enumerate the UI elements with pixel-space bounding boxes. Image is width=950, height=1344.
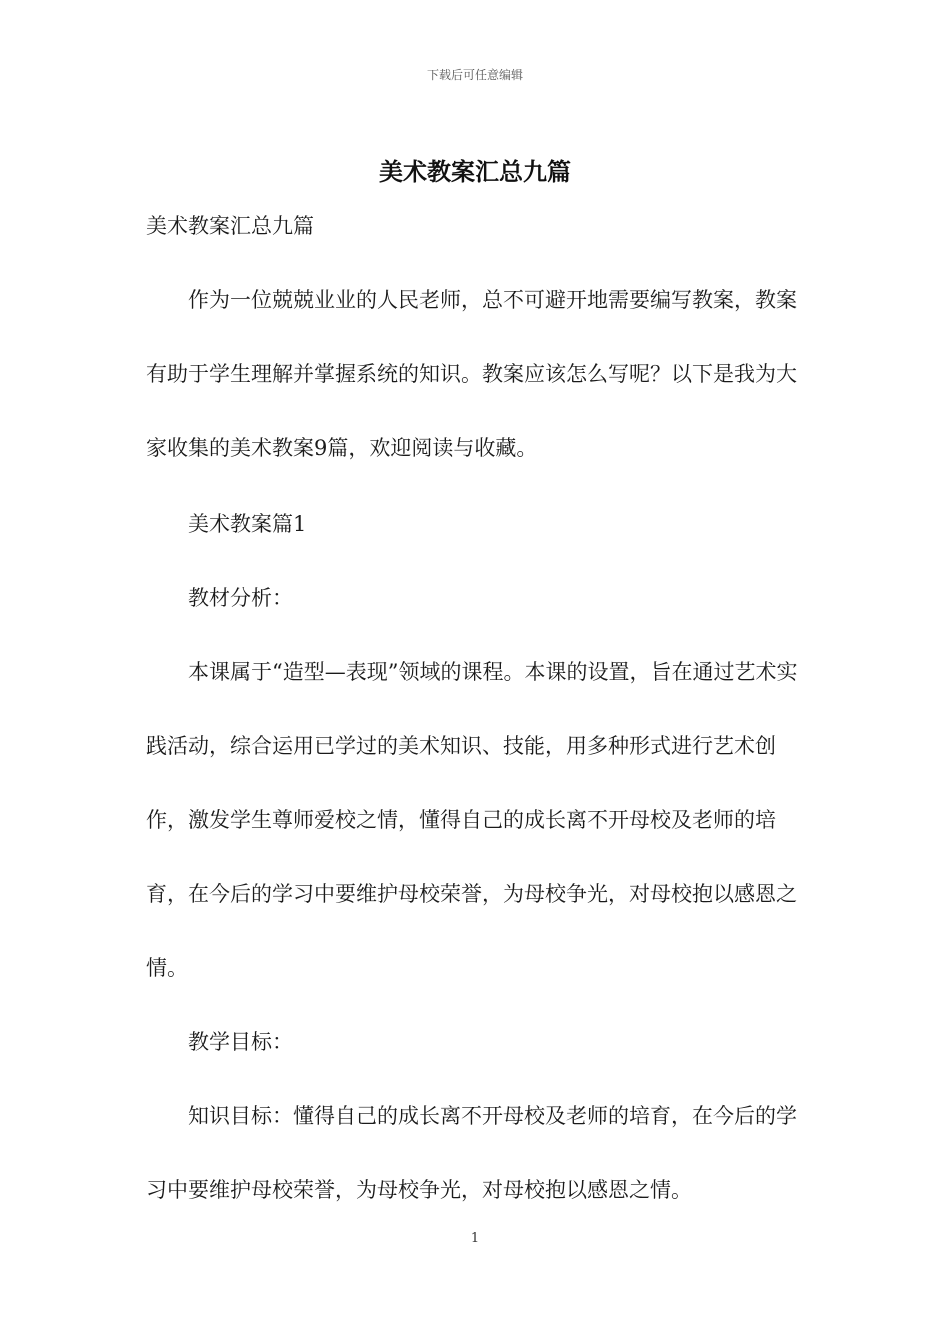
- page-number: 1: [470, 1231, 480, 1246]
- knowledge-objective-paragraph: 知识目标：懂得自己的成长离不开母校及老师的培育，在今后的学习中要维护母校荣誉，为母校争光，对母校抱以感恩之情。: [146, 1104, 797, 1202]
- materials-analysis-paragraph: 本课属于“造型—表现”领域的课程。本课的设置，旨在通过艺术实践活动，综合运用已学过的美术知识、技能，用多种形式进行艺术创作，激发学生尊师爱校之情，懂得自己的成长离不开母校及老师的培育，在今后的学习中要维护母校荣誉，为母校争光，对母校抱以感恩之情。: [146, 660, 798, 980]
- document-subtitle: 美术教案汇总九篇: [146, 214, 314, 238]
- objectives-heading: 教学目标：: [188, 1030, 293, 1054]
- header-note: 下载后可任意编辑: [426, 68, 523, 82]
- intro-paragraph: 作为一位兢兢业业的人民老师，总不可避开地需要编写教案，教案有助于学生理解并掌握系统的知识。教案应该怎么写呢？以下是我为大家收集的美术教案9篇，欢迎阅读与收藏。: [146, 288, 797, 460]
- materials-heading: 教材分析：: [188, 586, 293, 610]
- section-heading-1: 美术教案篇1: [188, 512, 307, 536]
- document-title: 美术教案汇总九篇: [379, 157, 571, 186]
